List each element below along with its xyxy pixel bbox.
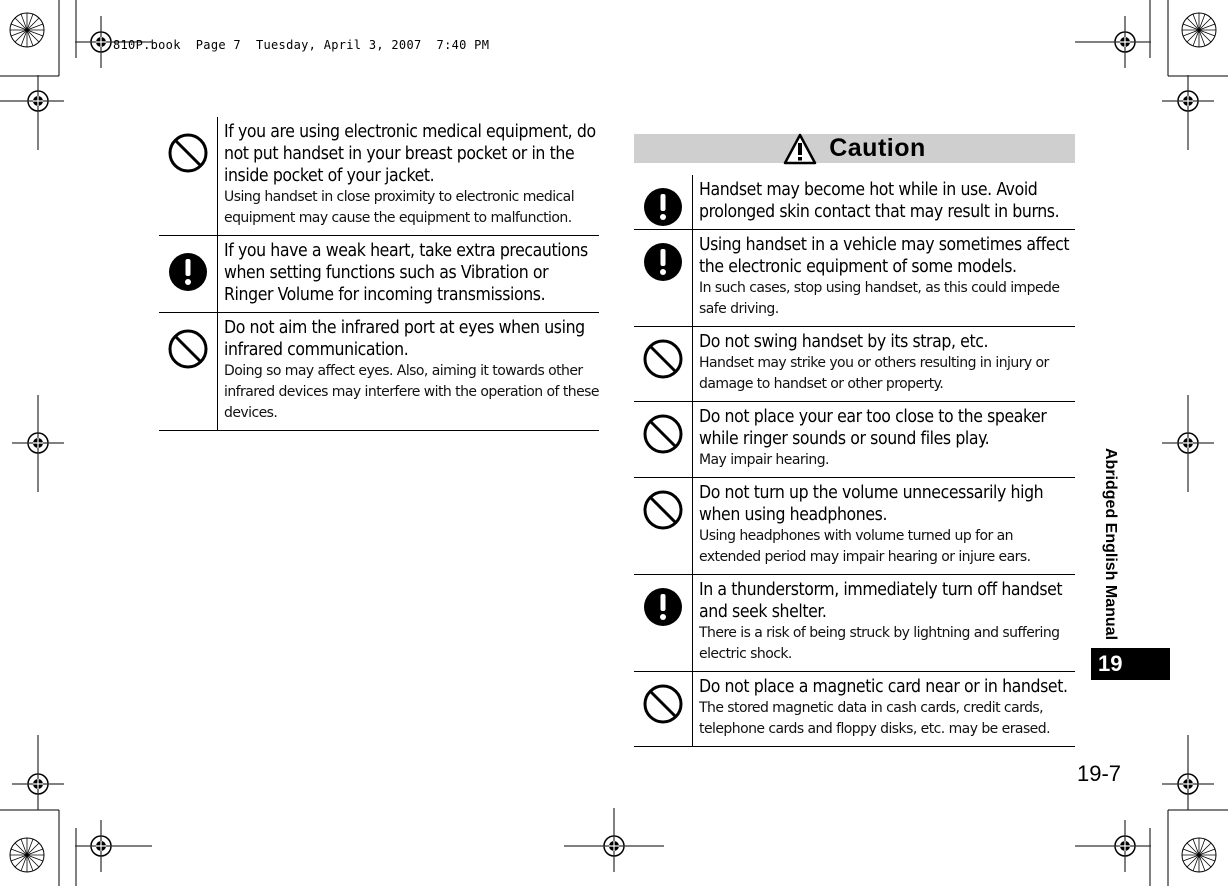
warning-main-text: Do not swing handset by its strap, etc. xyxy=(699,332,989,352)
text-cell xyxy=(693,672,1075,746)
icon-cell xyxy=(634,478,693,574)
caution-table xyxy=(634,134,1075,747)
caution-title: Caution xyxy=(829,134,926,162)
icon-cell xyxy=(634,672,693,746)
caution-header xyxy=(634,134,1075,175)
warning-sub-text: In such cases, stop using handset, as this could impede safe driving. xyxy=(699,280,1060,317)
left-warning-table xyxy=(159,117,599,431)
warning-row xyxy=(634,230,1075,327)
icon-cell xyxy=(159,236,218,312)
prohibition-icon xyxy=(641,337,685,381)
text-cell xyxy=(693,575,1075,671)
text-cell xyxy=(218,117,599,235)
text-cell xyxy=(693,175,1075,229)
warning-row xyxy=(634,402,1075,478)
warning-sub-text: Handset may strike you or others resulting in injury or damage to handset or other property. xyxy=(699,355,1049,392)
warning-sub-text: There is a risk of being struck by lightning and suffering electric shock. xyxy=(699,625,1060,662)
warning-main-text: If you are using electronic medical equipment, do not put handset in your breast pocket or in the inside pocket of your jacket. xyxy=(224,122,596,186)
warning-main-text: Using handset in a vehicle may sometimes affect the electronic equipment of some models. xyxy=(699,235,1070,277)
icon-cell xyxy=(159,117,218,235)
warning-row xyxy=(634,672,1075,747)
prohibition-icon xyxy=(166,327,210,371)
warning-row xyxy=(634,478,1075,575)
warning-triangle-icon xyxy=(783,133,817,165)
text-cell xyxy=(693,230,1075,326)
warning-sub-text: Using headphones with volume turned up for an extended period may impair hearing or injure ears. xyxy=(699,528,1031,565)
icon-cell xyxy=(159,313,218,430)
caution-rows xyxy=(634,175,1075,747)
icon-cell xyxy=(634,402,693,477)
prohibition-icon xyxy=(641,682,685,726)
icon-cell xyxy=(634,327,693,401)
warning-sub-text: May impair hearing. xyxy=(699,452,829,468)
warning-main-text: Do not turn up the volume unnecessarily high when using headphones. xyxy=(699,483,1044,525)
prohibition-icon xyxy=(166,131,210,175)
prohibition-icon xyxy=(641,488,685,532)
warning-main-text: If you have a weak heart, take extra precautions when setting functions such as Vibration or Ringer Volume for incoming transmissions. xyxy=(224,241,588,305)
warning-sub-text: Doing so may affect eyes. Also, aiming it towards other infrared devices may interfere with the operation of these devices. xyxy=(224,363,599,421)
warning-row xyxy=(159,236,599,313)
exclamation-icon xyxy=(641,240,685,284)
exclamation-icon xyxy=(641,585,685,629)
warning-sub-text: The stored magnetic data in cash cards, credit cards, telephone cards and floppy disks, etc. may be erased. xyxy=(699,700,1050,737)
text-cell xyxy=(218,236,599,312)
text-cell xyxy=(693,327,1075,401)
warning-row xyxy=(159,117,599,236)
text-cell xyxy=(693,402,1075,477)
warning-row xyxy=(634,575,1075,672)
warning-row xyxy=(634,175,1075,230)
warning-main-text: Do not place your ear too close to the speaker while ringer sounds or sound files play. xyxy=(699,407,1047,449)
prohibition-icon xyxy=(641,412,685,456)
warning-main-text: In a thunderstorm, immediately turn off handset and seek shelter. xyxy=(699,580,1063,622)
warning-row xyxy=(634,327,1075,402)
text-cell xyxy=(693,478,1075,574)
icon-cell xyxy=(634,175,693,229)
chapter-number-badge: 19 xyxy=(1091,648,1170,680)
icon-cell xyxy=(634,575,693,671)
warning-row xyxy=(159,313,599,431)
warning-main-text: Do not place a magnetic card near or in handset. xyxy=(699,677,1068,697)
text-cell xyxy=(218,313,599,430)
warning-main-text: Do not aim the infrared port at eyes when using infrared communication. xyxy=(224,318,585,360)
warning-sub-text: Using handset in close proximity to electronic medical equipment may cause the equipment to malfunction. xyxy=(224,189,575,226)
exclamation-icon xyxy=(166,250,210,294)
page-number: 19-7 xyxy=(1077,761,1122,786)
icon-cell xyxy=(634,230,693,326)
book-info-header: 810P.book Page 7 Tuesday, April 3, 2007 7:40 PM xyxy=(113,38,490,52)
exclamation-icon xyxy=(641,185,685,229)
section-tab xyxy=(1099,448,1119,648)
section-label: Abridged English Manual xyxy=(1102,448,1119,641)
warning-main-text: Handset may become hot while in use. Avoid prolonged skin contact that may result in burns. xyxy=(699,180,1060,222)
